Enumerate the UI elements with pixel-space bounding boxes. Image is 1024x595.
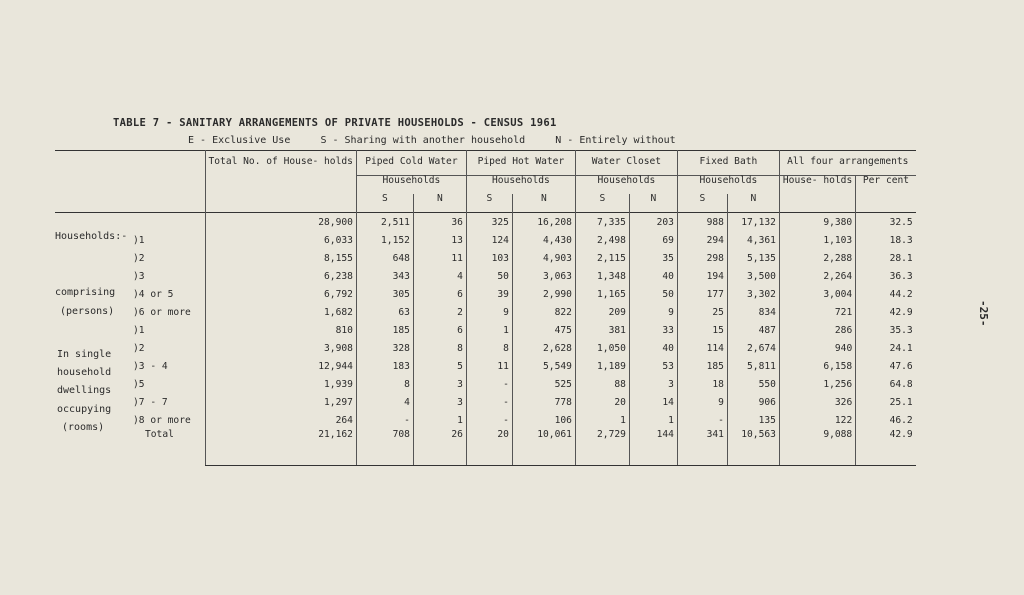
cell-ph-n: 778	[512, 393, 575, 411]
cell-fb-n: 2,674	[727, 339, 779, 357]
cell-af-h: 1,256	[779, 375, 855, 393]
header-fixed-bath: Fixed Bath	[677, 151, 779, 176]
label-household: household	[57, 367, 112, 378]
cell-ph-s: -	[466, 411, 512, 429]
cell-fb-s: 341	[677, 429, 727, 465]
table-row	[55, 213, 916, 232]
cell-ph-n: 5,549	[512, 357, 575, 375]
cell-pc-n: 26	[413, 429, 466, 465]
cell-af-h: 122	[779, 411, 855, 429]
cell-pc-s: 708	[356, 429, 413, 465]
cell-fb-n: 5,135	[727, 249, 779, 267]
cell-af-p: 18.3	[856, 231, 916, 249]
table-row	[55, 375, 916, 393]
cell-fb-s: 18	[677, 375, 727, 393]
cell-wc-n: 53	[629, 357, 677, 375]
cell-pc-n: 5	[413, 357, 466, 375]
cell-fb-s: 9	[677, 393, 727, 411]
cell-af-h: 1,103	[779, 231, 855, 249]
row-label: )1	[133, 234, 145, 246]
cell-pc-s: 8	[356, 375, 413, 393]
cell-fb-n: 906	[727, 393, 779, 411]
cell-fb-n: 17,132	[727, 213, 779, 232]
header-ph-households: Households	[466, 176, 575, 195]
cell-wc-n: 40	[629, 267, 677, 285]
cell-fb-n: 5,811	[727, 357, 779, 375]
table-row	[55, 321, 916, 339]
cell-wc-s: 1,050	[575, 339, 629, 357]
cell-pc-s: -	[356, 411, 413, 429]
cell-wc-s: 2,729	[575, 429, 629, 465]
stub-header	[55, 151, 205, 213]
cell-ph-n: 525	[512, 375, 575, 393]
row-label: )3 - 4	[133, 360, 168, 372]
cell-wc-s: 2,115	[575, 249, 629, 267]
table-row	[55, 249, 916, 267]
cell-pc-n: 8	[413, 339, 466, 357]
cell-fb-s: 988	[677, 213, 727, 232]
cell-pc-n: 11	[413, 249, 466, 267]
cell-pc-s: 328	[356, 339, 413, 357]
row-label	[55, 213, 205, 232]
cell-wc-n: 50	[629, 285, 677, 303]
header-pc-n: N	[413, 194, 466, 213]
label-comprising: comprising	[55, 287, 116, 298]
cell-af-p: 42.9	[856, 429, 916, 465]
cell-pc-n: 3	[413, 393, 466, 411]
cell-total: 28,900	[205, 213, 356, 232]
cell-total: 810	[205, 321, 356, 339]
cell-pc-n: 4	[413, 267, 466, 285]
cell-total: 8,155	[205, 249, 356, 267]
cell-af-p: 32.5	[856, 213, 916, 232]
cell-pc-n: 6	[413, 321, 466, 339]
row-label: )2	[133, 342, 145, 354]
cell-fb-n: 135	[727, 411, 779, 429]
cell-pc-n: 1	[413, 411, 466, 429]
row-label: )4 or 5	[133, 288, 174, 300]
cell-total: 1,939	[205, 375, 356, 393]
label-rooms: (rooms)	[62, 422, 105, 433]
cell-af-p: 64.8	[856, 375, 916, 393]
cell-wc-n: 69	[629, 231, 677, 249]
cell-wc-n: 3	[629, 375, 677, 393]
cell-wc-s: 7,335	[575, 213, 629, 232]
cell-fb-s: 114	[677, 339, 727, 357]
cell-ph-n: 4,903	[512, 249, 575, 267]
cell-ph-s: 124	[466, 231, 512, 249]
cell-fb-n: 487	[727, 321, 779, 339]
cell-pc-s: 185	[356, 321, 413, 339]
header-piped-hot: Piped Hot Water	[466, 151, 575, 176]
page-number: -25-	[977, 300, 990, 327]
cell-pc-s: 4	[356, 393, 413, 411]
cell-ph-s: 1	[466, 321, 512, 339]
row-label: )8 or more	[133, 414, 191, 426]
table-row	[55, 267, 916, 285]
cell-fb-s: 294	[677, 231, 727, 249]
cell-af-h: 286	[779, 321, 855, 339]
cell-fb-s: -	[677, 411, 727, 429]
cell-wc-s: 1,165	[575, 285, 629, 303]
sanitary-table	[55, 150, 916, 466]
cell-ph-n: 822	[512, 303, 575, 321]
table-row	[55, 411, 916, 429]
cell-ph-s: 103	[466, 249, 512, 267]
header-af-households: House- holds	[779, 176, 855, 213]
cell-ph-n: 16,208	[512, 213, 575, 232]
cell-ph-n: 2,628	[512, 339, 575, 357]
cell-af-p: 35.3	[856, 321, 916, 339]
header-pc-s: S	[356, 194, 413, 213]
row-label: Total	[145, 429, 174, 440]
table-title: TABLE 7 - SANITARY ARRANGEMENTS OF PRIVATE HOUSEHOLDS - CENSUS 1961	[113, 117, 557, 129]
cell-af-h: 6,158	[779, 357, 855, 375]
cell-fb-s: 25	[677, 303, 727, 321]
cell-fb-n: 550	[727, 375, 779, 393]
header-all-four: All four arrangements	[779, 151, 915, 176]
cell-wc-n: 14	[629, 393, 677, 411]
cell-ph-s: 9	[466, 303, 512, 321]
header-fb-households: Households	[677, 176, 779, 195]
table-row	[55, 429, 916, 465]
cell-fb-n: 3,302	[727, 285, 779, 303]
cell-total: 6,033	[205, 231, 356, 249]
cell-ph-n: 3,063	[512, 267, 575, 285]
cell-wc-n: 40	[629, 339, 677, 357]
label-persons: (persons)	[60, 306, 115, 317]
cell-ph-n: 106	[512, 411, 575, 429]
cell-ph-s: -	[466, 375, 512, 393]
header-af-percent: Per cent	[856, 176, 916, 213]
cell-af-h: 721	[779, 303, 855, 321]
cell-wc-n: 9	[629, 303, 677, 321]
cell-ph-n: 475	[512, 321, 575, 339]
cell-ph-s: 20	[466, 429, 512, 465]
cell-ph-n: 10,061	[512, 429, 575, 465]
header-wc-n: N	[629, 194, 677, 213]
cell-fb-n: 10,563	[727, 429, 779, 465]
cell-pc-n: 3	[413, 375, 466, 393]
table-row	[55, 231, 916, 249]
cell-total: 12,944	[205, 357, 356, 375]
header-wc-s: S	[575, 194, 629, 213]
cell-af-p: 24.1	[856, 339, 916, 357]
cell-wc-s: 2,498	[575, 231, 629, 249]
label-dwellings: dwellings	[57, 385, 112, 396]
label-occupying: occupying	[57, 404, 112, 415]
cell-total: 264	[205, 411, 356, 429]
cell-pc-n: 6	[413, 285, 466, 303]
cell-total: 1,297	[205, 393, 356, 411]
table-row	[55, 285, 916, 303]
table-row	[55, 393, 916, 411]
cell-wc-n: 1	[629, 411, 677, 429]
cell-af-h: 2,288	[779, 249, 855, 267]
cell-ph-n: 4,430	[512, 231, 575, 249]
cell-fb-n: 834	[727, 303, 779, 321]
cell-af-h: 326	[779, 393, 855, 411]
cell-wc-s: 88	[575, 375, 629, 393]
cell-total: 21,162	[205, 429, 356, 465]
header-ph-n: N	[512, 194, 575, 213]
cell-af-p: 25.1	[856, 393, 916, 411]
cell-wc-s: 1,189	[575, 357, 629, 375]
cell-af-h: 2,264	[779, 267, 855, 285]
cell-wc-s: 1	[575, 411, 629, 429]
row-label: )5	[133, 378, 145, 390]
cell-wc-s: 209	[575, 303, 629, 321]
cell-pc-n: 2	[413, 303, 466, 321]
cell-pc-n: 13	[413, 231, 466, 249]
cell-wc-n: 203	[629, 213, 677, 232]
cell-total: 1,682	[205, 303, 356, 321]
cell-fb-n: 3,500	[727, 267, 779, 285]
table-row	[55, 303, 916, 321]
cell-ph-s: -	[466, 393, 512, 411]
header-ph-s: S	[466, 194, 512, 213]
cell-ph-s: 325	[466, 213, 512, 232]
header-water-closet: Water Closet	[575, 151, 677, 176]
table-legend: E - Exclusive Use S - Sharing with another household N - Entirely without	[188, 135, 676, 146]
cell-ph-s: 8	[466, 339, 512, 357]
cell-wc-s: 381	[575, 321, 629, 339]
row-label: )7 - 7	[133, 396, 168, 408]
cell-pc-s: 183	[356, 357, 413, 375]
cell-total: 3,908	[205, 339, 356, 357]
cell-fb-s: 298	[677, 249, 727, 267]
cell-wc-n: 144	[629, 429, 677, 465]
cell-pc-s: 648	[356, 249, 413, 267]
cell-af-p: 47.6	[856, 357, 916, 375]
cell-ph-n: 2,990	[512, 285, 575, 303]
cell-fb-s: 15	[677, 321, 727, 339]
table-body	[55, 213, 916, 466]
cell-ph-s: 39	[466, 285, 512, 303]
row-label: )6 or more	[133, 306, 191, 318]
header-wc-households: Households	[575, 176, 677, 195]
cell-af-p: 44.2	[856, 285, 916, 303]
cell-pc-s: 63	[356, 303, 413, 321]
cell-af-h: 9,088	[779, 429, 855, 465]
cell-pc-s: 2,511	[356, 213, 413, 232]
cell-pc-n: 36	[413, 213, 466, 232]
cell-fb-s: 185	[677, 357, 727, 375]
cell-pc-s: 343	[356, 267, 413, 285]
cell-pc-s: 1,152	[356, 231, 413, 249]
cell-af-p: 36.3	[856, 267, 916, 285]
cell-wc-s: 20	[575, 393, 629, 411]
header-fb-n: N	[727, 194, 779, 213]
row-label: )3	[133, 270, 145, 282]
cell-af-p: 46.2	[856, 411, 916, 429]
row-label: )2	[133, 252, 145, 264]
cell-wc-s: 1,348	[575, 267, 629, 285]
label-in-single: In single	[57, 349, 112, 360]
cell-wc-n: 33	[629, 321, 677, 339]
cell-af-h: 9,380	[779, 213, 855, 232]
row-label: )1	[133, 324, 145, 336]
table-row	[55, 339, 916, 357]
table-row	[55, 357, 916, 375]
cell-fb-s: 194	[677, 267, 727, 285]
cell-fb-n: 4,361	[727, 231, 779, 249]
cell-af-h: 940	[779, 339, 855, 357]
cell-ph-s: 50	[466, 267, 512, 285]
cell-af-p: 42.9	[856, 303, 916, 321]
cell-wc-n: 35	[629, 249, 677, 267]
cell-fb-s: 177	[677, 285, 727, 303]
header-piped-cold: Piped Cold Water	[356, 151, 466, 176]
cell-total: 6,792	[205, 285, 356, 303]
header-pc-households: Households	[356, 176, 466, 195]
cell-af-p: 28.1	[856, 249, 916, 267]
cell-ph-s: 11	[466, 357, 512, 375]
cell-af-h: 3,004	[779, 285, 855, 303]
cell-total: 6,238	[205, 267, 356, 285]
cell-pc-s: 305	[356, 285, 413, 303]
header-total: Total No. of House- holds	[205, 151, 356, 213]
header-fb-s: S	[677, 194, 727, 213]
label-households: Households:-	[55, 231, 128, 242]
